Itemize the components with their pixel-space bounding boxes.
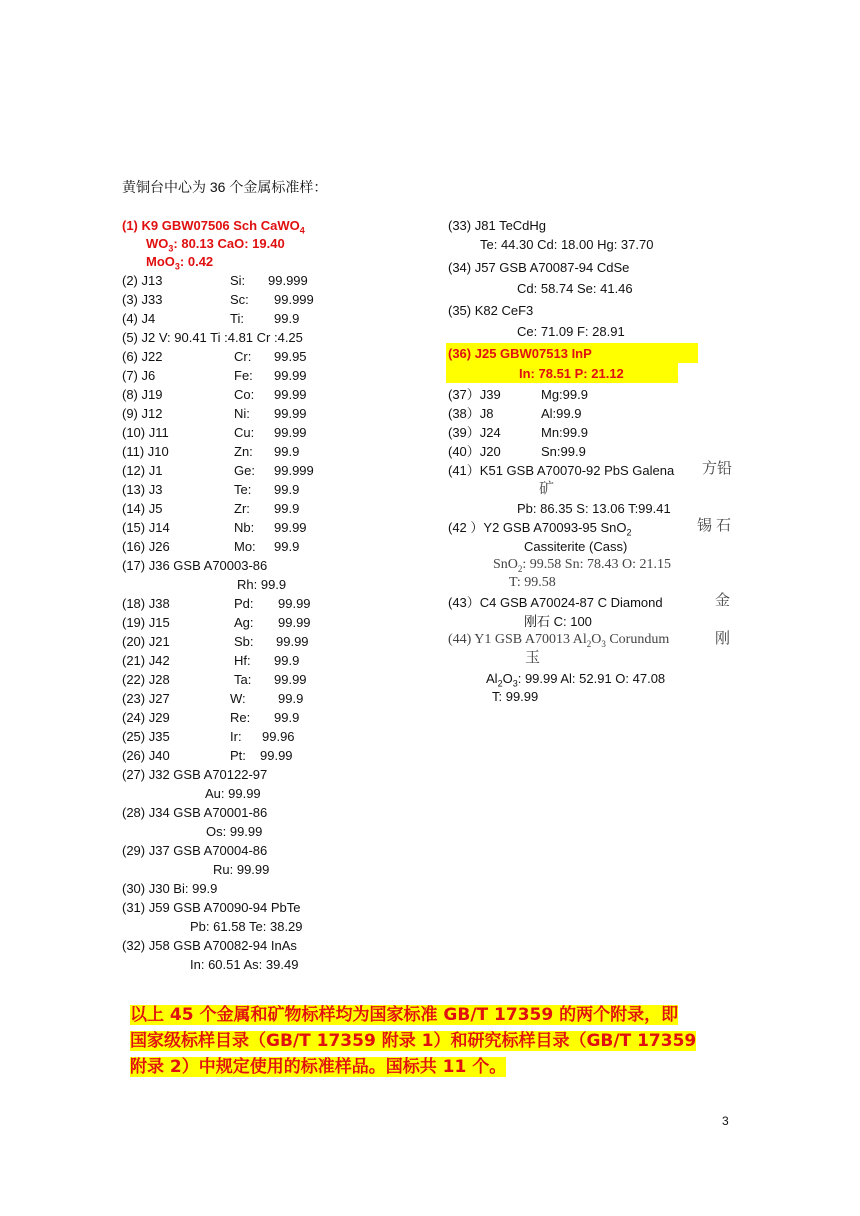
intro-text: 黄铜台中心为 36 个金属标准样： (122, 179, 328, 195)
sample-row: (8) J19 (122, 387, 163, 402)
sample-row-41-cn2: 矿 (539, 481, 555, 497)
purity-value: 99.99 (274, 672, 307, 687)
element-label: Ag: (234, 615, 254, 630)
sample-row-36: (36) J25 GBW07513 InP (448, 346, 592, 361)
purity-value: 99.9 (274, 710, 300, 725)
sample-row: (21) J42 (122, 653, 170, 668)
element-label: Zn: (234, 444, 253, 459)
sample-row-35-value: Ce: 71.09 F: 28.91 (517, 324, 625, 339)
element-label: Ge: (234, 463, 255, 478)
element-label: Pd: (234, 596, 254, 611)
sample-row-42-cn: 锡石 (697, 518, 736, 534)
element-label: Co: (234, 387, 255, 402)
sample-row-43: (43）C4 GSB A70024-87 C Diamond (448, 595, 663, 610)
sample-row-32: (32) J58 GSB A70082-94 InAs (122, 938, 297, 953)
sample-row-27: (27) J32 GSB A70122-97 (122, 767, 268, 782)
purity-value: 99.9 (274, 653, 300, 668)
element-label: Te: (234, 482, 252, 497)
element-label: Si: (230, 273, 246, 288)
sample-row: (19) J15 (122, 615, 170, 630)
sample-row-44-total: T: 99.99 (492, 689, 539, 704)
sample-row-29: (29) J37 GSB A70004-86 (122, 843, 268, 858)
purity-value: 99.99 (260, 748, 293, 763)
sample-row-31: (31) J59 GSB A70090-94 PbTe (122, 900, 301, 915)
sample-row-36-value: In: 78.51 P: 21.12 (519, 366, 624, 381)
sample-row-42: (42 ）Y2 GSB A70093-95 SnO$_2$ (448, 520, 632, 538)
purity-value: 99.99 (276, 634, 309, 649)
sample-row-39-value: Mn:99.9 (541, 425, 588, 440)
element-label: Cu: (234, 425, 255, 440)
sample-row-33-value: Te: 44.30 Cd: 18.00 Hg: 37.70 (480, 237, 654, 252)
element-label: Ir: (230, 729, 242, 744)
sample-row-43-cn: 金 (715, 593, 731, 609)
sample-row: (4) J4 (122, 311, 156, 326)
element-label: Sc: (230, 292, 249, 307)
sample-row-37-value: Mg:99.9 (541, 387, 588, 402)
sample-row-43-value: 刚石 C: 100 (524, 614, 592, 629)
sample-row-34: (34) J57 GSB A70087-94 CdSe (448, 260, 630, 275)
purity-value: 99.99 (278, 596, 311, 611)
sample-row-37: (37）J39 (448, 387, 501, 402)
sample-row-44: (44) Y1 GSB A70013 $Al_2O_3$ Corundum (448, 632, 670, 649)
sample-row: (12) J1 (122, 463, 163, 478)
sample-row: (9) J12 (122, 406, 163, 421)
element-label: Zr: (234, 501, 250, 516)
sample-row-40: (40）J20 (448, 444, 501, 459)
purity-value: 99.999 (274, 463, 314, 478)
purity-value: 99.9 (274, 311, 300, 326)
element-label: Pt: (230, 748, 246, 763)
purity-value: 99.9 (278, 691, 304, 706)
standards-note (130, 1002, 732, 1080)
sample-row: (20) J21 (122, 634, 170, 649)
sample-row: (11) J10 (122, 444, 169, 459)
sample-row-17: (17) J36 GSB A70003-86 (122, 558, 268, 573)
sample-row-42-total: T: 99.58 (509, 575, 556, 590)
element-label: Nb: (234, 520, 255, 535)
sample-row-39: (39）J24 (448, 425, 501, 440)
sample-row: (26) J40 (122, 748, 170, 763)
purity-value: 99.99 (274, 387, 307, 402)
sample-row: (25) J35 (122, 729, 170, 744)
purity-value: 99.99 (274, 368, 307, 383)
sample-row-34-value: Cd: 58.74 Se: 41.46 (517, 281, 633, 296)
sample-row-28: (28) J34 GSB A70001-86 (122, 805, 268, 820)
sample-row-30: (30) J30 Bi: 99.9 (122, 881, 218, 896)
element-label: Sb: (234, 634, 254, 649)
sample-row: (2) J13 (122, 273, 163, 288)
sample-row-28-value: Os: 99.99 (206, 824, 263, 839)
sample-row-33: (33) J81 TeCdHg (448, 218, 547, 233)
sample-row-44-value: $Al_2O_3$: 99.99 Al: 52.91 O: 47.08 (486, 671, 666, 689)
sample-row-41-cn: 方铅 (702, 461, 733, 477)
sample-row: (18) J38 (122, 596, 170, 611)
sample-row-38: (38）J8 (448, 406, 494, 421)
note-line-3: 附录 2）中规定使用的标准样品。国标共 11 个。 (130, 1057, 507, 1077)
sample-row-41: (41）K51 GSB A70070-92 PbS Galena (448, 463, 675, 478)
page-number: 3 (722, 1114, 729, 1128)
purity-value: 99.95 (274, 349, 307, 364)
sample-row: (24) J29 (122, 710, 170, 725)
sample-row: (23) J27 (122, 691, 170, 706)
element-label: Ti: (230, 311, 244, 326)
purity-value: 99.9 (274, 501, 300, 516)
purity-value: 99.99 (278, 615, 311, 630)
element-label: Mo: (234, 539, 256, 554)
sample-row: (15) J14 (122, 520, 170, 535)
sample-row-42-value: SnO$_2$: 99.58 Sn: 78.43 O: 21.15 (493, 557, 671, 574)
purity-value: 99.99 (274, 520, 307, 535)
element-label: W: (230, 691, 246, 706)
sample-row: (13) J3 (122, 482, 163, 497)
sample-row: (14) J5 (122, 501, 163, 516)
purity-value: 99.9 (274, 444, 300, 459)
purity-value: 99.999 (274, 292, 314, 307)
sample-row: (7) J6 (122, 368, 156, 383)
sample-row: (10) J11 (122, 425, 169, 440)
element-label: Cr: (234, 349, 252, 364)
sample-row-40-value: Sn:99.9 (541, 444, 586, 459)
sample-row: (22) J28 (122, 672, 170, 687)
sample-row-35: (35) K82 CeF3 (448, 303, 534, 318)
sample-row: (16) J26 (122, 539, 170, 554)
sample-1-line-3: MoO$_3$: 0.42 (146, 254, 214, 272)
sample-1-line-2: $WO_3$: 80.13 CaO: 19.40 (146, 236, 285, 254)
sample-row-5: (5) J2 V: 90.41 Ti :4.81 Cr :4.25 (122, 330, 303, 345)
sample-row-29-value: Ru: 99.99 (213, 862, 270, 877)
purity-value: 99.99 (274, 406, 307, 421)
purity-value: 99.999 (268, 273, 308, 288)
sample-row: (6) J22 (122, 349, 163, 364)
purity-value: 99.99 (274, 425, 307, 440)
purity-value: 99.9 (274, 482, 300, 497)
element-label: Ta: (234, 672, 252, 687)
purity-value: 99.96 (262, 729, 295, 744)
sample-row-44-cn2: 玉 (525, 650, 541, 666)
sample-row-38-value: Al:99.9 (541, 406, 582, 421)
element-label: Ni: (234, 406, 250, 421)
sample-row: (3) J33 (122, 292, 163, 307)
note-line-2: 国家级标样目录（GB/T 17359 附录 1）和研究标样目录（GB/T 17359 (130, 1031, 697, 1051)
note-line-1: 以上 45 个金属和矿物标样均为国家标准 GB/T 17359 的两个附录，即 (130, 1005, 679, 1025)
sample-1-line-1: (1) K9 GBW07506 Sch CaWO$_4$ (122, 218, 305, 236)
sample-row-27-value: Au: 99.99 (205, 786, 261, 801)
sample-row-31-value: Pb: 61.58 Te: 38.29 (190, 919, 303, 934)
sample-row-41-value: Pb: 86.35 S: 13.06 T:99.41 (517, 501, 671, 516)
purity-value: 99.9 (274, 539, 300, 554)
sample-row-17-value: Rh: 99.9 (237, 577, 287, 592)
element-label: Hf: (234, 653, 251, 668)
element-label: Fe: (234, 368, 253, 383)
sample-row-32-value: In: 60.51 As: 39.49 (190, 957, 299, 972)
element-label: Re: (230, 710, 251, 725)
sample-row-42-name: Cassiterite (Cass) (524, 539, 628, 554)
sample-row-44-cn: 刚 (715, 631, 731, 647)
